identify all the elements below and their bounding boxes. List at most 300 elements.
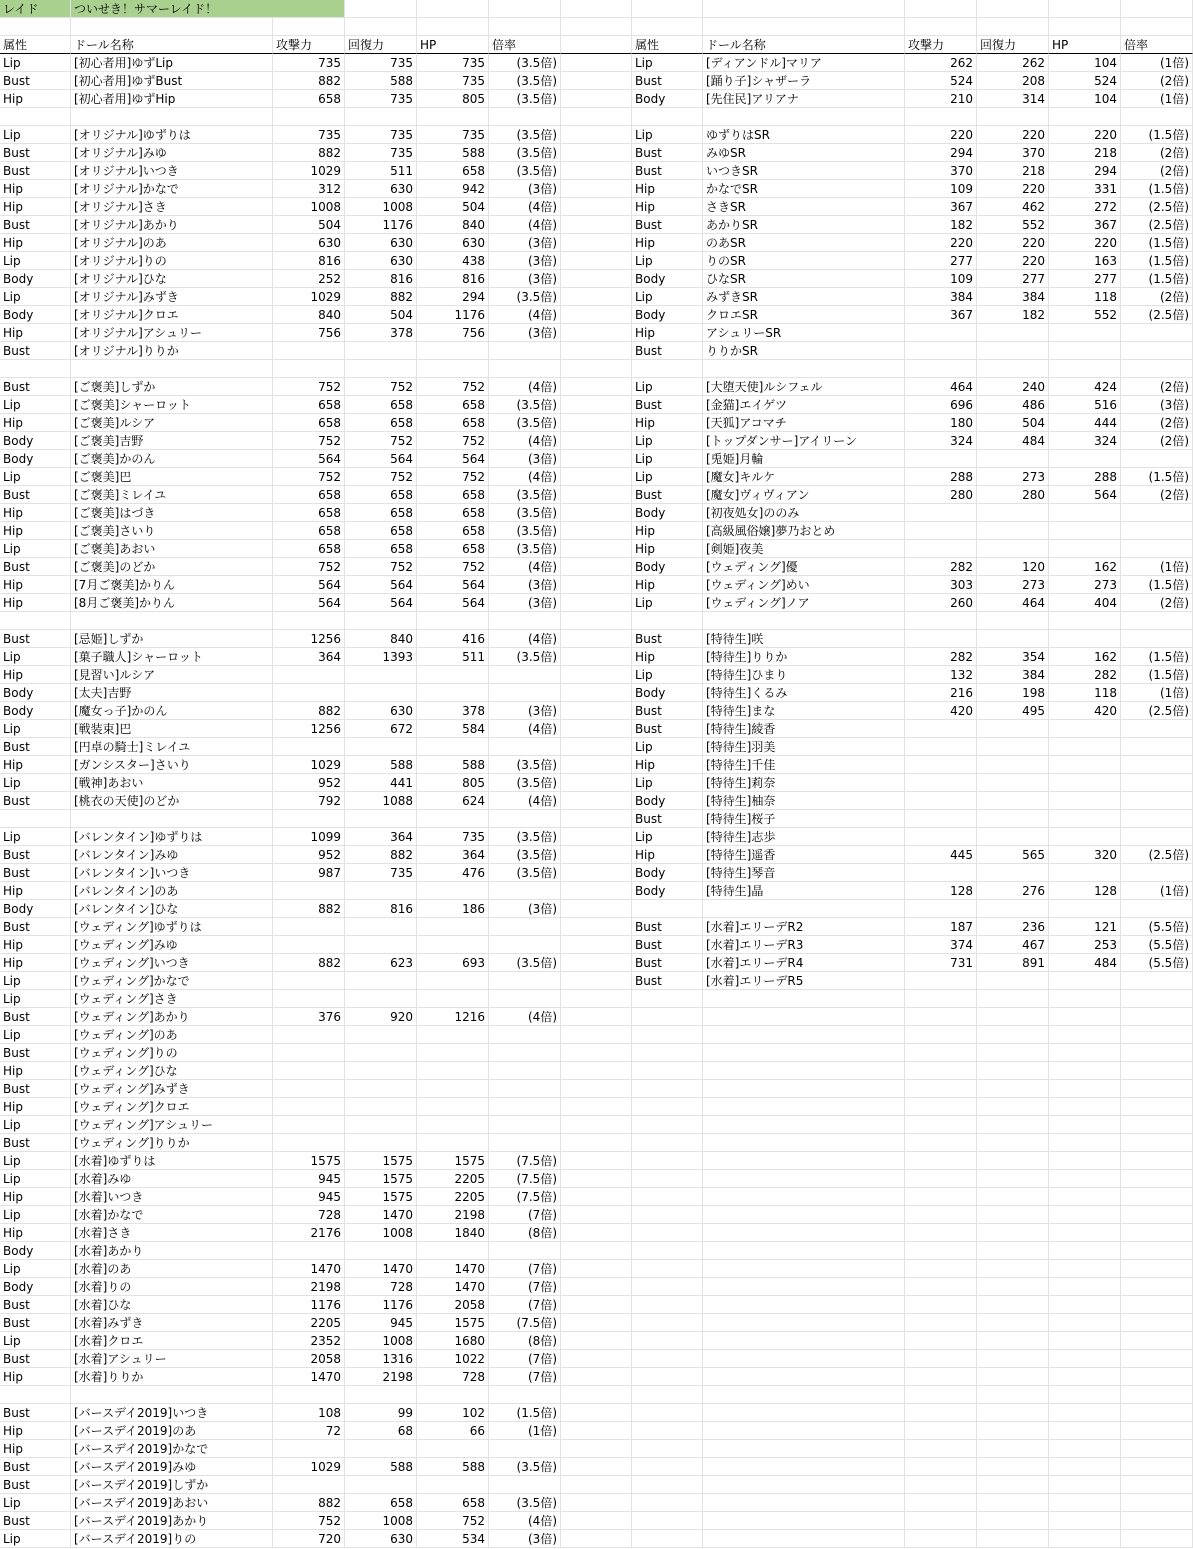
sheet-cell[interactable]: 384 — [905, 288, 977, 306]
sheet-cell[interactable]: 162 — [1049, 648, 1121, 666]
sheet-cell[interactable]: 624 — [417, 792, 489, 810]
sheet-cell[interactable]: Lip — [632, 738, 703, 756]
sheet-cell[interactable] — [1121, 1080, 1193, 1098]
sheet-cell[interactable]: [ウェディング]アシュリー — [71, 1116, 273, 1134]
sheet-cell[interactable] — [977, 1242, 1049, 1260]
sheet-cell[interactable]: [魔女]ヴィヴィアン — [703, 486, 905, 504]
sheet-cell[interactable]: 752 — [345, 378, 417, 396]
sheet-cell[interactable] — [1121, 504, 1193, 522]
sheet-cell[interactable]: 658 — [417, 540, 489, 558]
sheet-cell[interactable] — [561, 378, 632, 396]
sheet-cell[interactable]: 658 — [273, 504, 345, 522]
sheet-cell[interactable] — [345, 1476, 417, 1494]
sheet-cell[interactable]: (3.5倍) — [489, 774, 561, 792]
sheet-cell[interactable] — [561, 864, 632, 882]
sheet-cell[interactable]: 294 — [1049, 162, 1121, 180]
sheet-cell[interactable] — [905, 1278, 977, 1296]
sheet-cell[interactable] — [561, 1530, 632, 1548]
sheet-cell[interactable] — [977, 1098, 1049, 1116]
sheet-cell[interactable] — [561, 432, 632, 450]
sheet-cell[interactable]: Lip — [0, 540, 71, 558]
sheet-cell[interactable] — [489, 1440, 561, 1458]
sheet-cell[interactable]: 564 — [417, 594, 489, 612]
sheet-cell[interactable]: 476 — [417, 864, 489, 882]
sheet-cell[interactable]: 630 — [345, 252, 417, 270]
sheet-cell[interactable]: 220 — [977, 234, 1049, 252]
sheet-cell[interactable]: (1.5倍) — [1121, 666, 1193, 684]
sheet-cell[interactable] — [977, 1080, 1049, 1098]
sheet-cell[interactable]: 1470 — [417, 1278, 489, 1296]
sheet-cell[interactable]: アシュリーSR — [703, 324, 905, 342]
sheet-cell[interactable]: (4倍) — [489, 198, 561, 216]
sheet-cell[interactable]: 1088 — [345, 792, 417, 810]
sheet-cell[interactable]: (1倍) — [1121, 882, 1193, 900]
sheet-cell[interactable]: [水着]みずき — [71, 1314, 273, 1332]
sheet-cell[interactable]: [バレンタイン]ゆずりは — [71, 828, 273, 846]
sheet-cell[interactable] — [1121, 1170, 1193, 1188]
sheet-cell[interactable]: 1575 — [345, 1188, 417, 1206]
sheet-cell[interactable] — [1049, 1314, 1121, 1332]
sheet-cell[interactable] — [905, 1044, 977, 1062]
sheet-cell[interactable] — [1049, 1404, 1121, 1422]
sheet-cell[interactable]: Bust — [0, 1296, 71, 1314]
right-header-0[interactable]: 属性 — [632, 36, 703, 54]
sheet-cell[interactable] — [417, 1080, 489, 1098]
sheet-cell[interactable]: (2倍) — [1121, 72, 1193, 90]
sheet-cell[interactable]: 735 — [345, 864, 417, 882]
sheet-cell[interactable]: [特待生]千佳 — [703, 756, 905, 774]
sheet-cell[interactable]: 672 — [345, 720, 417, 738]
sheet-cell[interactable] — [273, 1080, 345, 1098]
sheet-cell[interactable]: Lip — [0, 396, 71, 414]
sheet-cell[interactable]: 320 — [1049, 846, 1121, 864]
sheet-cell[interactable]: [初心者用]ゆずHip — [71, 90, 273, 108]
sheet-cell[interactable]: 441 — [345, 774, 417, 792]
sheet-cell[interactable] — [632, 1116, 703, 1134]
sheet-cell[interactable] — [632, 108, 703, 126]
sheet-cell[interactable]: Hip — [0, 594, 71, 612]
sheet-cell[interactable]: 252 — [273, 270, 345, 288]
sheet-cell[interactable]: 324 — [1049, 432, 1121, 450]
sheet-cell[interactable] — [561, 306, 632, 324]
sheet-cell[interactable] — [417, 1386, 489, 1404]
sheet-cell[interactable] — [1049, 864, 1121, 882]
sheet-cell[interactable] — [1049, 810, 1121, 828]
sheet-cell[interactable]: 187 — [905, 918, 977, 936]
sheet-cell[interactable] — [345, 810, 417, 828]
sheet-cell[interactable] — [977, 828, 1049, 846]
sheet-cell[interactable] — [489, 1386, 561, 1404]
sheet-cell[interactable] — [561, 1026, 632, 1044]
sheet-cell[interactable]: 163 — [1049, 252, 1121, 270]
sheet-cell[interactable] — [345, 1098, 417, 1116]
sheet-cell[interactable] — [273, 18, 345, 36]
sheet-cell[interactable]: 588 — [417, 1458, 489, 1476]
sheet-cell[interactable]: 1256 — [273, 720, 345, 738]
sheet-cell[interactable]: Bust — [632, 936, 703, 954]
sheet-cell[interactable]: Bust — [632, 972, 703, 990]
sheet-cell[interactable]: 735 — [417, 54, 489, 72]
sheet-cell[interactable]: 987 — [273, 864, 345, 882]
sheet-cell[interactable] — [1049, 1044, 1121, 1062]
sheet-cell[interactable]: [特待生]桜子 — [703, 810, 905, 828]
sheet-cell[interactable]: 534 — [417, 1530, 489, 1548]
sheet-cell[interactable] — [273, 1242, 345, 1260]
sheet-cell[interactable] — [561, 1278, 632, 1296]
sheet-cell[interactable] — [417, 936, 489, 954]
sheet-cell[interactable]: 2205 — [273, 1314, 345, 1332]
sheet-cell[interactable] — [703, 1260, 905, 1278]
sheet-cell[interactable]: 658 — [417, 486, 489, 504]
sheet-cell[interactable]: Bust — [0, 864, 71, 882]
sheet-cell[interactable] — [1049, 1422, 1121, 1440]
sheet-cell[interactable] — [1121, 738, 1193, 756]
sheet-cell[interactable] — [417, 666, 489, 684]
sheet-cell[interactable] — [0, 810, 71, 828]
sheet-cell[interactable]: Body — [632, 864, 703, 882]
sheet-cell[interactable] — [561, 540, 632, 558]
sheet-cell[interactable]: 1393 — [345, 648, 417, 666]
sheet-cell[interactable]: Body — [632, 306, 703, 324]
sheet-cell[interactable]: [忌姫]しずか — [71, 630, 273, 648]
sheet-cell[interactable] — [905, 630, 977, 648]
sheet-cell[interactable]: 735 — [417, 126, 489, 144]
sheet-cell[interactable] — [1049, 1170, 1121, 1188]
sheet-cell[interactable] — [977, 1368, 1049, 1386]
sheet-cell[interactable] — [561, 324, 632, 342]
sheet-cell[interactable]: [ウェディング]みゆ — [71, 936, 273, 954]
sheet-cell[interactable]: [水着]エリーデR2 — [703, 918, 905, 936]
sheet-cell[interactable] — [632, 1350, 703, 1368]
sheet-cell[interactable]: Lip — [0, 1170, 71, 1188]
sheet-cell[interactable] — [345, 972, 417, 990]
sheet-cell[interactable] — [632, 1242, 703, 1260]
sheet-cell[interactable] — [703, 1530, 905, 1548]
sheet-cell[interactable] — [632, 1278, 703, 1296]
sheet-cell[interactable]: Hip — [632, 576, 703, 594]
sheet-cell[interactable]: 182 — [905, 216, 977, 234]
sheet-cell[interactable]: 280 — [977, 486, 1049, 504]
sheet-cell[interactable] — [1049, 1512, 1121, 1530]
sheet-cell[interactable]: [ご褒美]吉野 — [71, 432, 273, 450]
sheet-cell[interactable] — [977, 324, 1049, 342]
sheet-cell[interactable]: (7倍) — [489, 1278, 561, 1296]
sheet-cell[interactable] — [1121, 1512, 1193, 1530]
sheet-cell[interactable] — [977, 756, 1049, 774]
sheet-cell[interactable] — [561, 612, 632, 630]
sheet-cell[interactable] — [632, 1224, 703, 1242]
sheet-cell[interactable] — [977, 1296, 1049, 1314]
sheet-cell[interactable]: かなでSR — [703, 180, 905, 198]
sheet-cell[interactable] — [1049, 990, 1121, 1008]
sheet-cell[interactable]: Hip — [632, 846, 703, 864]
sheet-cell[interactable] — [632, 990, 703, 1008]
sheet-cell[interactable] — [1121, 900, 1193, 918]
sheet-cell[interactable] — [1121, 1098, 1193, 1116]
sheet-cell[interactable]: Lip — [0, 288, 71, 306]
sheet-cell[interactable] — [1049, 450, 1121, 468]
sheet-cell[interactable] — [1049, 1062, 1121, 1080]
sheet-cell[interactable] — [632, 1044, 703, 1062]
right-header-3[interactable]: 回復力 — [977, 36, 1049, 54]
sheet-cell[interactable]: 180 — [905, 414, 977, 432]
sheet-cell[interactable]: [特待生]莉奈 — [703, 774, 905, 792]
sheet-cell[interactable]: (4倍) — [489, 378, 561, 396]
sheet-cell[interactable]: [水着]りりか — [71, 1368, 273, 1386]
sheet-cell[interactable] — [1121, 1242, 1193, 1260]
sheet-cell[interactable] — [977, 1260, 1049, 1278]
sheet-cell[interactable]: Hip — [0, 1062, 71, 1080]
sheet-cell[interactable] — [977, 810, 1049, 828]
sheet-cell[interactable] — [417, 918, 489, 936]
sheet-cell[interactable]: (7.5倍) — [489, 1188, 561, 1206]
sheet-cell[interactable] — [273, 360, 345, 378]
sheet-cell[interactable]: [ガンシスター]さいり — [71, 756, 273, 774]
sheet-cell[interactable]: [ご褒美]ミレイユ — [71, 486, 273, 504]
sheet-cell[interactable] — [561, 0, 632, 18]
sheet-cell[interactable] — [905, 1386, 977, 1404]
sheet-cell[interactable]: 752 — [273, 432, 345, 450]
sheet-cell[interactable]: [高級風俗嬢]夢乃おとめ — [703, 522, 905, 540]
sheet-cell[interactable]: (3.5倍) — [489, 162, 561, 180]
sheet-cell[interactable] — [561, 1098, 632, 1116]
sheet-cell[interactable] — [1049, 1494, 1121, 1512]
sheet-cell[interactable]: [バースデイ2019]りの — [71, 1530, 273, 1548]
sheet-cell[interactable] — [417, 360, 489, 378]
sheet-cell[interactable]: Hip — [0, 756, 71, 774]
sheet-cell[interactable]: Body — [0, 1278, 71, 1296]
sheet-cell[interactable]: あかりSR — [703, 216, 905, 234]
sheet-cell[interactable]: Hip — [0, 180, 71, 198]
sheet-cell[interactable] — [632, 1476, 703, 1494]
sheet-cell[interactable] — [977, 1512, 1049, 1530]
sheet-cell[interactable] — [1121, 1530, 1193, 1548]
sheet-cell[interactable]: 464 — [977, 594, 1049, 612]
sheet-cell[interactable]: [ご褒美]のどか — [71, 558, 273, 576]
sheet-cell[interactable]: 109 — [905, 270, 977, 288]
sheet-cell[interactable]: (1.5倍) — [1121, 252, 1193, 270]
sheet-cell[interactable] — [561, 846, 632, 864]
sheet-cell[interactable]: 1575 — [417, 1314, 489, 1332]
sheet-cell[interactable] — [632, 1314, 703, 1332]
sheet-cell[interactable] — [977, 630, 1049, 648]
sheet-cell[interactable]: (3倍) — [489, 900, 561, 918]
sheet-cell[interactable] — [561, 234, 632, 252]
sheet-cell[interactable] — [1049, 1350, 1121, 1368]
sheet-cell[interactable]: Lip — [632, 594, 703, 612]
sheet-cell[interactable] — [273, 918, 345, 936]
sheet-cell[interactable]: (4倍) — [489, 792, 561, 810]
sheet-cell[interactable] — [417, 1134, 489, 1152]
sheet-cell[interactable]: 564 — [417, 576, 489, 594]
sheet-cell[interactable]: 504 — [345, 306, 417, 324]
sheet-cell[interactable]: (3倍) — [489, 1530, 561, 1548]
sheet-cell[interactable]: Body — [632, 270, 703, 288]
sheet-cell[interactable] — [703, 1332, 905, 1350]
sheet-cell[interactable] — [1049, 1008, 1121, 1026]
sheet-cell[interactable]: 1575 — [345, 1152, 417, 1170]
sheet-cell[interactable]: [バースデイ2019]あかり — [71, 1512, 273, 1530]
sheet-cell[interactable]: (4倍) — [489, 1512, 561, 1530]
sheet-cell[interactable]: [オリジナル]かなで — [71, 180, 273, 198]
sheet-cell[interactable]: 752 — [417, 468, 489, 486]
sheet-cell[interactable] — [489, 918, 561, 936]
sheet-cell[interactable]: 1176 — [345, 216, 417, 234]
sheet-cell[interactable]: Hip — [0, 882, 71, 900]
sheet-cell[interactable]: 516 — [1049, 396, 1121, 414]
sheet-cell[interactable] — [977, 720, 1049, 738]
sheet-cell[interactable]: 104 — [1049, 54, 1121, 72]
sheet-cell[interactable]: [水着]かなで — [71, 1206, 273, 1224]
sheet-cell[interactable]: クロエSR — [703, 306, 905, 324]
sheet-cell[interactable] — [273, 1440, 345, 1458]
sheet-cell[interactable]: 945 — [273, 1188, 345, 1206]
sheet-cell[interactable] — [1049, 774, 1121, 792]
sheet-cell[interactable]: 882 — [345, 288, 417, 306]
sheet-cell[interactable]: Bust — [632, 702, 703, 720]
sheet-cell[interactable] — [71, 360, 273, 378]
sheet-cell[interactable]: (3.5倍) — [489, 1458, 561, 1476]
sheet-cell[interactable] — [1121, 1224, 1193, 1242]
sheet-cell[interactable] — [703, 1386, 905, 1404]
sheet-cell[interactable]: 952 — [273, 846, 345, 864]
sheet-cell[interactable]: 282 — [905, 558, 977, 576]
sheet-cell[interactable]: Bust — [0, 1044, 71, 1062]
sheet-cell[interactable] — [905, 774, 977, 792]
sheet-cell[interactable] — [345, 1116, 417, 1134]
sheet-cell[interactable] — [345, 1026, 417, 1044]
sheet-cell[interactable]: 511 — [417, 648, 489, 666]
sheet-cell[interactable]: [桃衣の天使]のどか — [71, 792, 273, 810]
sheet-cell[interactable] — [1121, 1296, 1193, 1314]
sheet-cell[interactable] — [1049, 108, 1121, 126]
sheet-cell[interactable] — [1121, 108, 1193, 126]
sheet-cell[interactable] — [905, 1170, 977, 1188]
sheet-cell[interactable]: 752 — [345, 558, 417, 576]
sheet-cell[interactable] — [905, 1314, 977, 1332]
sheet-cell[interactable]: Hip — [0, 234, 71, 252]
sheet-cell[interactable] — [489, 1098, 561, 1116]
sheet-cell[interactable]: 376 — [273, 1008, 345, 1026]
sheet-cell[interactable] — [273, 1134, 345, 1152]
sheet-cell[interactable]: [オリジナル]さき — [71, 198, 273, 216]
sheet-cell[interactable] — [703, 1098, 905, 1116]
sheet-cell[interactable] — [632, 1368, 703, 1386]
sheet-cell[interactable] — [1049, 1152, 1121, 1170]
sheet-cell[interactable]: 756 — [417, 324, 489, 342]
sheet-cell[interactable]: 882 — [273, 954, 345, 972]
sheet-cell[interactable]: 420 — [905, 702, 977, 720]
sheet-cell[interactable]: 552 — [977, 216, 1049, 234]
sheet-cell[interactable]: Bust — [0, 162, 71, 180]
sheet-cell[interactable] — [489, 1080, 561, 1098]
sheet-cell[interactable]: Bust — [632, 918, 703, 936]
sheet-cell[interactable]: 495 — [977, 702, 1049, 720]
sheet-cell[interactable]: Lip — [632, 828, 703, 846]
sheet-cell[interactable] — [1121, 990, 1193, 1008]
sheet-cell[interactable]: 132 — [905, 666, 977, 684]
sheet-cell[interactable] — [345, 360, 417, 378]
sheet-cell[interactable] — [417, 342, 489, 360]
sheet-cell[interactable] — [703, 1476, 905, 1494]
sheet-cell[interactable]: 2205 — [417, 1170, 489, 1188]
sheet-cell[interactable] — [703, 1440, 905, 1458]
sheet-cell[interactable]: 68 — [345, 1422, 417, 1440]
sheet-cell[interactable]: (3.5倍) — [489, 414, 561, 432]
sheet-cell[interactable]: 658 — [345, 414, 417, 432]
sheet-cell[interactable]: Lip — [632, 432, 703, 450]
sheet-cell[interactable] — [905, 0, 977, 18]
sheet-cell[interactable]: 280 — [905, 486, 977, 504]
sheet-cell[interactable]: 220 — [977, 252, 1049, 270]
sheet-cell[interactable] — [905, 1512, 977, 1530]
sheet-cell[interactable] — [561, 1242, 632, 1260]
sheet-cell[interactable] — [1121, 522, 1193, 540]
sheet-cell[interactable]: 1008 — [345, 198, 417, 216]
sheet-cell[interactable]: [バレンタイン]みゆ — [71, 846, 273, 864]
sheet-cell[interactable]: [特待生]志歩 — [703, 828, 905, 846]
sheet-cell[interactable]: (2倍) — [1121, 594, 1193, 612]
sheet-cell[interactable]: いつきSR — [703, 162, 905, 180]
sheet-cell[interactable] — [703, 1170, 905, 1188]
sheet-cell[interactable] — [561, 180, 632, 198]
sheet-cell[interactable] — [345, 1386, 417, 1404]
sheet-cell[interactable]: [ウェディング]優 — [703, 558, 905, 576]
sheet-cell[interactable]: 693 — [417, 954, 489, 972]
sheet-cell[interactable] — [561, 882, 632, 900]
sheet-cell[interactable] — [561, 288, 632, 306]
sheet-cell[interactable]: [水着]いつき — [71, 1188, 273, 1206]
sheet-cell[interactable] — [561, 648, 632, 666]
sheet-cell[interactable]: 262 — [905, 54, 977, 72]
sheet-cell[interactable]: Hip — [0, 198, 71, 216]
sheet-cell[interactable]: 484 — [1049, 954, 1121, 972]
sheet-cell[interactable]: Body — [0, 900, 71, 918]
sheet-cell[interactable]: 288 — [905, 468, 977, 486]
sheet-cell[interactable] — [561, 1314, 632, 1332]
sheet-cell[interactable] — [703, 990, 905, 1008]
sheet-cell[interactable] — [905, 1350, 977, 1368]
event-title[interactable]: ついせき！サマーレイド！ — [71, 0, 345, 18]
sheet-cell[interactable]: [ウェディング]ノア — [703, 594, 905, 612]
sheet-cell[interactable]: (7.5倍) — [489, 1314, 561, 1332]
sheet-cell[interactable] — [489, 1044, 561, 1062]
sheet-cell[interactable]: [オリジナル]ゆずりは — [71, 126, 273, 144]
sheet-cell[interactable] — [273, 666, 345, 684]
sheet-cell[interactable]: 658 — [417, 396, 489, 414]
sheet-cell[interactable]: 735 — [345, 126, 417, 144]
sheet-cell[interactable]: みずきSR — [703, 288, 905, 306]
sheet-cell[interactable]: (4倍) — [489, 468, 561, 486]
sheet-cell[interactable]: Bust — [0, 378, 71, 396]
sheet-cell[interactable]: 282 — [1049, 666, 1121, 684]
sheet-cell[interactable] — [977, 540, 1049, 558]
sheet-cell[interactable] — [489, 0, 561, 18]
sheet-cell[interactable]: 658 — [273, 522, 345, 540]
sheet-cell[interactable] — [1049, 1224, 1121, 1242]
sheet-cell[interactable]: 1680 — [417, 1332, 489, 1350]
sheet-cell[interactable] — [905, 1098, 977, 1116]
sheet-cell[interactable]: 658 — [417, 414, 489, 432]
sheet-cell[interactable]: Bust — [632, 954, 703, 972]
sheet-cell[interactable]: 658 — [417, 504, 489, 522]
sheet-cell[interactable] — [905, 342, 977, 360]
sheet-cell[interactable] — [905, 504, 977, 522]
sheet-cell[interactable]: (3倍) — [489, 576, 561, 594]
sheet-cell[interactable]: 564 — [273, 576, 345, 594]
sheet-cell[interactable] — [345, 738, 417, 756]
sheet-cell[interactable] — [905, 1080, 977, 1098]
